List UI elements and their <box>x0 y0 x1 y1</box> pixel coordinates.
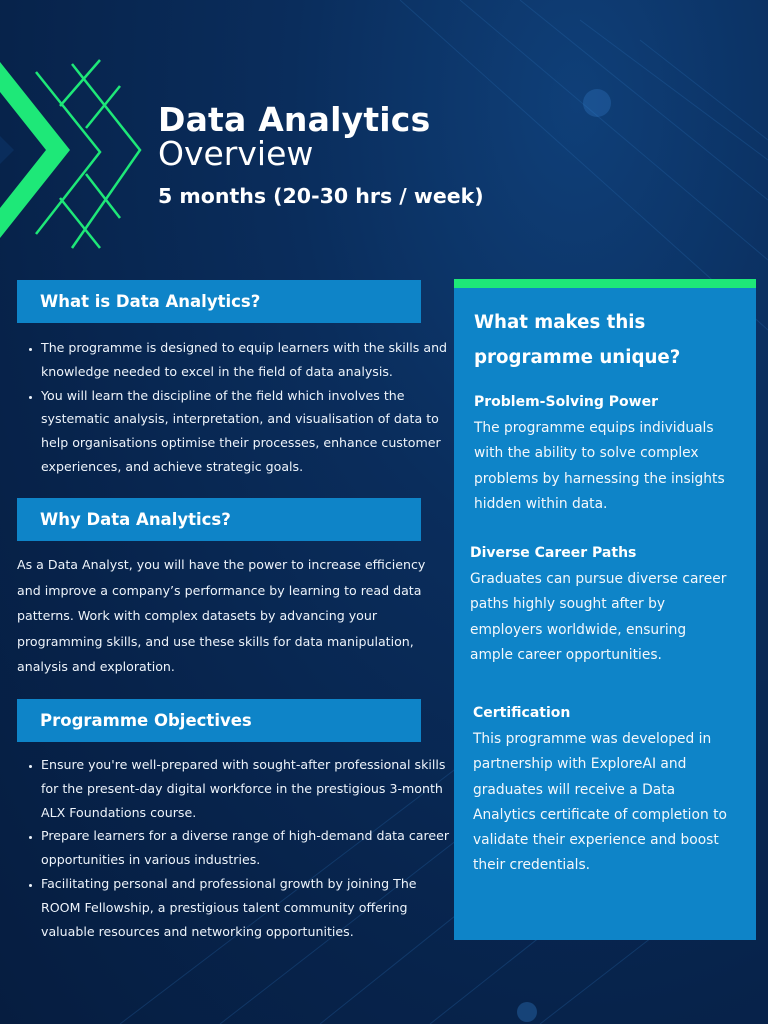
feature-heading-certification: Certification <box>473 705 571 721</box>
what-heading: What is Data Analytics? <box>40 292 261 311</box>
feature-heading-problem-solving: Problem-Solving Power <box>474 394 658 410</box>
list-item: • The programme is designed to equip learners with the skills and knowledge needed to excel in the field of data analysis. <box>41 336 459 384</box>
list-item: • Prepare learners for a diverse range of high-demand data career opportunities in various industries. <box>41 824 459 872</box>
objectives-heading-bar <box>17 699 421 742</box>
objectives-heading: Programme Objectives <box>40 711 252 730</box>
feature-heading-career-paths: Diverse Career Paths <box>470 545 637 561</box>
page-title: Data Analytics <box>158 100 431 139</box>
feature-text-certification: This programme was developed in partnership with ExploreAI and graduates will receive a Data Analytics certificate of completion to validate their experience and boost their credentials. <box>473 731 727 874</box>
feature-text-career-paths: Graduates can pursue diverse career paths highly sought after by employers worldwide, ensuring ample career opportunities. <box>470 571 727 663</box>
unique-panel <box>454 279 756 940</box>
objectives-bullet-list <box>17 753 459 943</box>
why-heading: Why Data Analytics? <box>40 510 231 529</box>
why-heading-bar <box>17 498 421 541</box>
unique-title: What makes this programme unique? <box>474 312 681 368</box>
alx-logo-icon <box>0 58 150 254</box>
list-item: • Ensure you're well-prepared with sought-after professional skills for the present-day digital workforce in the prestigious 3-month ALX Foundations course. <box>41 753 459 824</box>
duration-text: 5 months (20-30 hrs / week) <box>158 184 484 208</box>
list-item: • Facilitating personal and professional growth by joining The ROOM Fellowship, a prestigious talent community offering valuable resources and networking opportunities. <box>41 872 459 943</box>
feature-text-problem-solving: The programme equips individuals with the ability to solve complex problems by harnessing the insights hidden within data. <box>474 420 725 512</box>
what-bullet-list <box>17 336 459 479</box>
page-subtitle: Overview <box>158 134 314 173</box>
why-paragraph: As a Data Analyst, you will have the power to increase efficiency and improve a company’s performance by learning to read data patterns. Work with complex datasets by advancing your programming skills, and use these skills for data manipulation, analysis and exploration. <box>17 557 426 674</box>
list-item: • You will learn the discipline of the field which involves the systematic analysis, interpretation, and visualisation of data to help organisations optimise their processes, enhance customer experiences, and achieve strategic goals. <box>41 384 459 479</box>
what-heading-bar <box>17 280 421 323</box>
